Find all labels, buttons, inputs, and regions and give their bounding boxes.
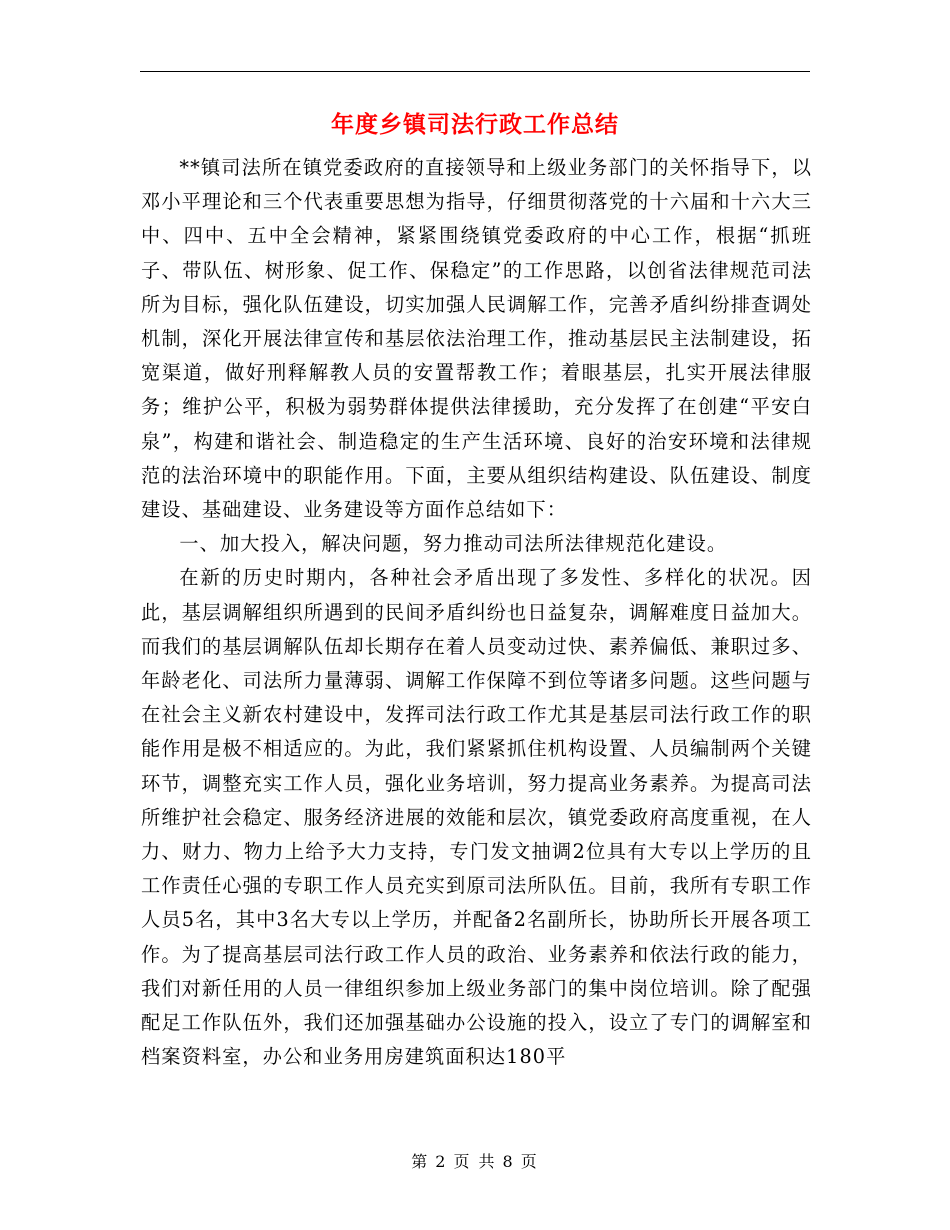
header-rule (140, 71, 810, 72)
footer-prefix: 第 (411, 1152, 430, 1171)
footer-page-number: 2 (435, 1152, 448, 1171)
footer-total-pages: 8 (502, 1152, 515, 1171)
page-footer (0, 1152, 950, 1172)
section-heading-1: 一、加大投入，解决问题，努力推动司法所法律规范化建设。 (179, 532, 728, 556)
footer-suffix: 页 (520, 1152, 539, 1171)
document-title: 年度乡镇司法行政工作总结 (331, 111, 619, 138)
footer-middle: 页 共 (453, 1152, 497, 1171)
paragraph-intro: **镇司法所在镇党委政府的直接领导和上级业务部门的关怀指导下，以邓小平理论和三个代表重要思想为指导，仔细贯彻落党的十六届和十六大三中、四中、五中全会精神，紧紧围绕镇党委政府的中心工作，根据“抓班子、带队伍、树形象、促工作、保稳定”的工作思路，以创省法律规范司法所为目标，强化队伍建设，切实加强人民调解工作，完善矛盾纠纷排查调处机制，深化开展法律宣传和基层依法治理工作，推动基层民主法制建设，拓宽渠道，做好刑释解教人员的安置帮教工作；着眼基层，扎实开展法律服务；维护公平，积极为弱势群体提供法律援助，充分发挥了在创建“平安白泉”，构建和谐社会、制造稳定的生产生活环境、良好的治安环境和法律规范的法治环境中的职能作用。下面，主要从组织结构建设、队伍建设、制度建设、基础建设、业务建设等方面作总结如下： (141, 156, 812, 522)
document-body (141, 151, 812, 1074)
paragraph-section-1: 在新的历史时期内，各种社会矛盾出现了多发性、多样化的状况。因此，基层调解组织所遇到的民间矛盾纠纷也日益复杂，调解难度日益加大。而我们的基层调解队伍却长期存在着人员变动过快、素养偏低、兼职过多、年龄老化、司法所力量薄弱、调解工作保障不到位等诸多问题。这些问题与在社会主义新农村建设中，发挥司法行政工作尤其是基层司法行政工作的职能作用是极不相适应的。为此，我们紧紧抓住机构设置、人员编制两个关键环节，调整充实工作人员，强化业务培训，努力提高业务素养。为提高司法所维护社会稳定、服务经济进展的效能和层次，镇党委政府高度重视，在人力、财力、物力上给予大力支持，专门发文抽调2位具有大专以上学历的且工作责任心强的专职工作人员充实到原司法所队伍。目前，我所有专职工作人员5名，其中3名大专以上学历，并配备2名副所长，协助所长开展各项工作。为了提高基层司法行政工作人员的政治、业务素养和依法行政的能力，我们对新任用的人员一律组织参加上级业务部门的集中岗位培训。除了配强配足工作队伍外，我们还加强基础办公设施的投入，设立了专门的调解室和档案资料室，办公和业务用房建筑面积达180平 (141, 566, 812, 1069)
